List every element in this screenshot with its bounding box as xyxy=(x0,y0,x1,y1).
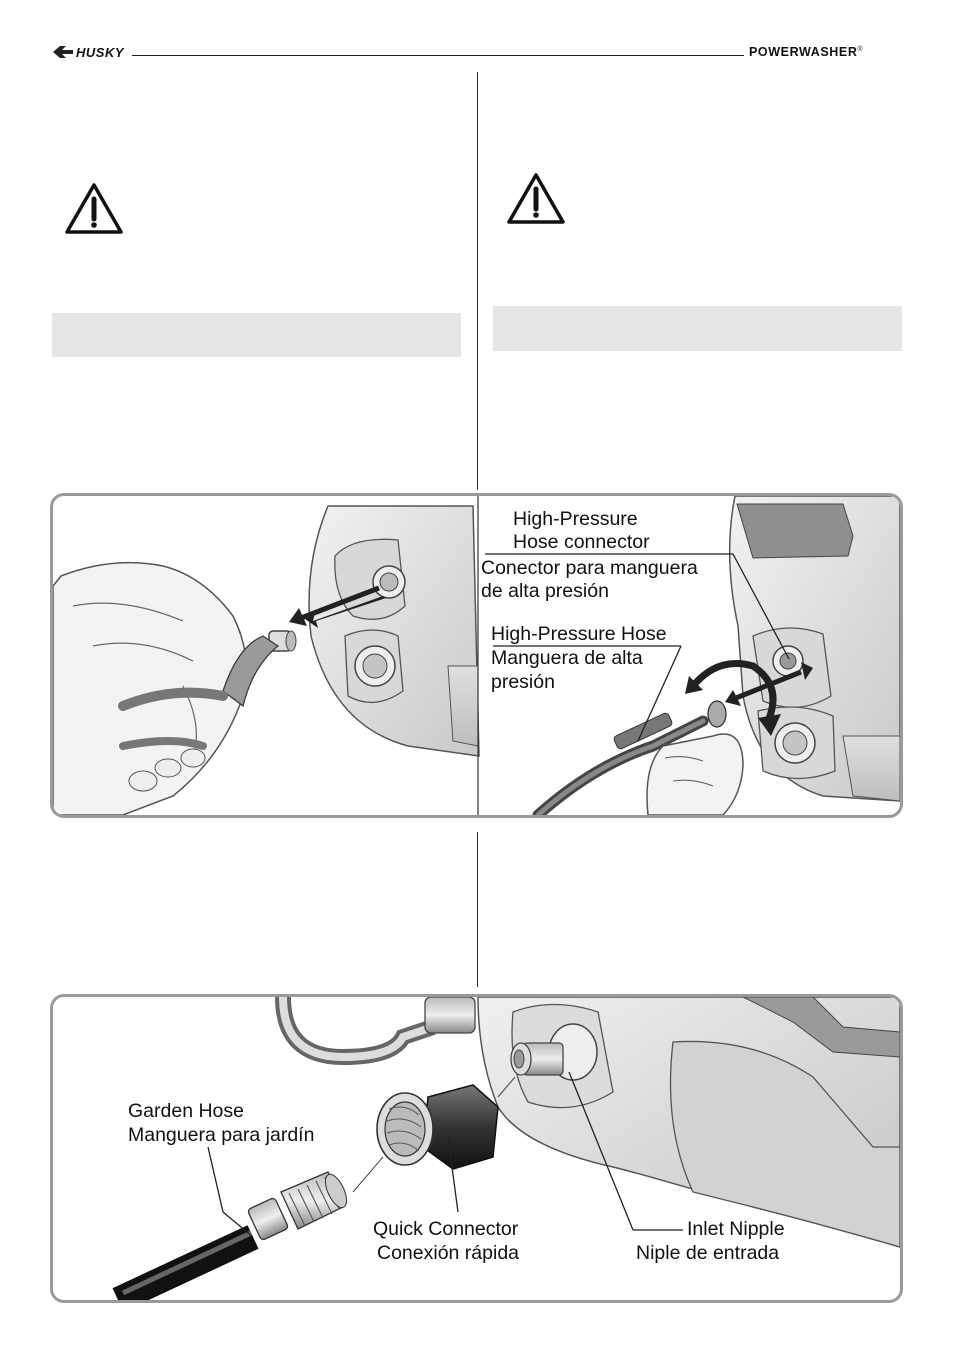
column-divider-top xyxy=(477,72,478,490)
hp-hose-label-en: High-Pressure Hose xyxy=(491,623,667,645)
garden-hose-label-en: Garden Hose xyxy=(128,1100,244,1122)
husky-logo xyxy=(52,43,124,61)
husky-logo-icon xyxy=(52,45,74,59)
figure-hp-hose-connection xyxy=(50,493,903,818)
hp-hose-label-es: presión xyxy=(491,671,555,693)
hp-connector-label-es: de alta presión xyxy=(481,580,609,602)
hp-connector-label-es: Conector para manguera xyxy=(481,557,698,579)
section-heading-band-en xyxy=(52,313,461,357)
column-divider-bottom xyxy=(477,832,478,987)
header-rule xyxy=(132,55,744,56)
figure-garden-hose-connection xyxy=(50,994,903,1303)
quick-connector-label-en: Quick Connector xyxy=(373,1218,519,1240)
inlet-nipple-label-es: Niple de entrada xyxy=(636,1242,780,1264)
brand-name: HUSKY xyxy=(76,44,125,60)
warning-icon xyxy=(64,182,124,235)
hp-connector-label-en: Hose connector xyxy=(513,531,650,553)
warning-icon xyxy=(506,172,566,225)
hp-hose-illustration xyxy=(53,496,900,815)
hp-hose-label-es: Manguera de alta xyxy=(491,647,643,669)
quick-connector-label-es: Conexión rápida xyxy=(377,1242,520,1264)
product-name: POWERWASHER® xyxy=(749,45,864,59)
section-heading-band-es xyxy=(493,306,902,351)
inlet-nipple-label-en: Inlet Nipple xyxy=(687,1218,785,1240)
garden-hose-label-es: Manguera para jardín xyxy=(128,1124,315,1146)
hp-connector-label-en: High-Pressure xyxy=(513,508,638,530)
